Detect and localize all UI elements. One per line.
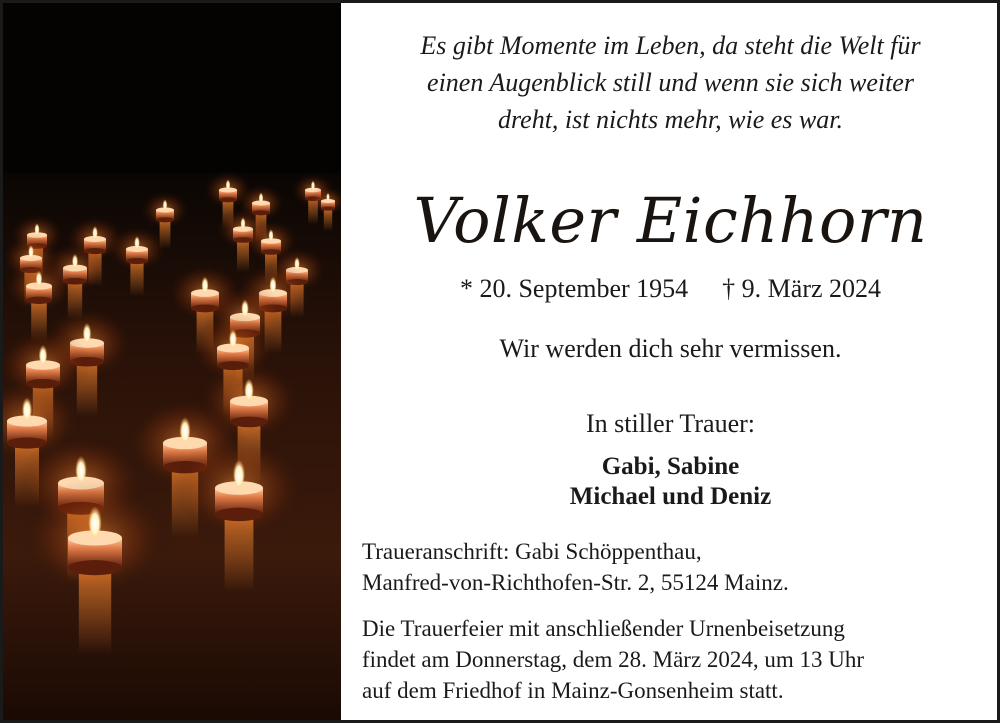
candles-photo (3, 3, 341, 720)
candle-flame (229, 328, 237, 347)
candle-reflection (79, 568, 111, 654)
ceremony-details (362, 613, 992, 706)
candle-flame (226, 179, 230, 190)
candle-flame (241, 217, 246, 229)
mourning-heading: In stiller Trauer: (586, 409, 755, 438)
ceremony-line: auf dem Friedhof in Mainz-Gonsenheim statt. (362, 678, 784, 703)
birth-date: * 20. September 1954 (459, 274, 689, 303)
mourner-line: Michael und Deniz (569, 483, 772, 510)
candle-flame (269, 229, 274, 241)
candle-base (321, 207, 335, 211)
candle-base (219, 197, 237, 202)
candle-flame (22, 396, 32, 420)
candle-flame (75, 454, 86, 482)
candle-flame (36, 270, 42, 286)
mourner-line: Gabi, Sabine (601, 453, 740, 480)
address-line: Traueranschrift: Gabi Schöppenthau, (362, 539, 702, 564)
candle-flame (83, 322, 91, 342)
candle-flame (92, 225, 97, 238)
quote-line: Es gibt Momente im Leben, da steht die Welt für (420, 31, 921, 60)
candle-flame (72, 253, 78, 267)
candle-flame (326, 192, 329, 200)
quote-line: dreht, ist nichts mehr, wie es war. (498, 105, 843, 134)
candle-reflection (225, 514, 254, 591)
ceremony-line: Die Trauerfeier mit anschließender Urnenbeisetzung (362, 616, 845, 641)
tealight-candles-icon (3, 3, 341, 720)
mourner-names (344, 452, 997, 512)
quote-line: einen Augenblick still und wenn sie sich weiter (427, 68, 914, 97)
ceremony-line: findet am Donnerstag, dem 28. März 2024, um 13 Uhr (362, 647, 865, 672)
candle-flame (180, 416, 191, 442)
candle-flame (28, 244, 33, 257)
deceased-name: Volker Eichhorn (413, 184, 928, 257)
life-dates (344, 271, 997, 307)
candle-base (26, 297, 52, 304)
text-panel (344, 3, 997, 720)
candle-reflection (324, 209, 332, 231)
candle-flame (244, 377, 253, 400)
candle-base (156, 217, 174, 222)
candle-flame (163, 199, 167, 210)
candle-base (68, 560, 122, 575)
candle-flame (311, 180, 315, 190)
candle-reflection (130, 261, 143, 296)
candle-base (215, 508, 263, 521)
candle-flame (270, 276, 277, 293)
candle-flame (39, 344, 47, 364)
candle-flame (35, 223, 40, 235)
farewell-message: Wir werden dich sehr vermissen. (499, 334, 842, 363)
death-date: † 9. März 2024 (722, 274, 882, 303)
candle-flame (89, 505, 102, 537)
address-line: Manfred-von-Richthofen-Str. 2, 55124 Mainz. (362, 570, 789, 595)
candle-flame (294, 256, 299, 269)
candle-base (126, 258, 148, 264)
mourning-address (362, 536, 992, 598)
quote (344, 27, 997, 138)
candle-flame (202, 276, 209, 293)
candle-flame (134, 235, 139, 248)
candle-flame (259, 192, 263, 203)
candle-flame (233, 458, 245, 487)
